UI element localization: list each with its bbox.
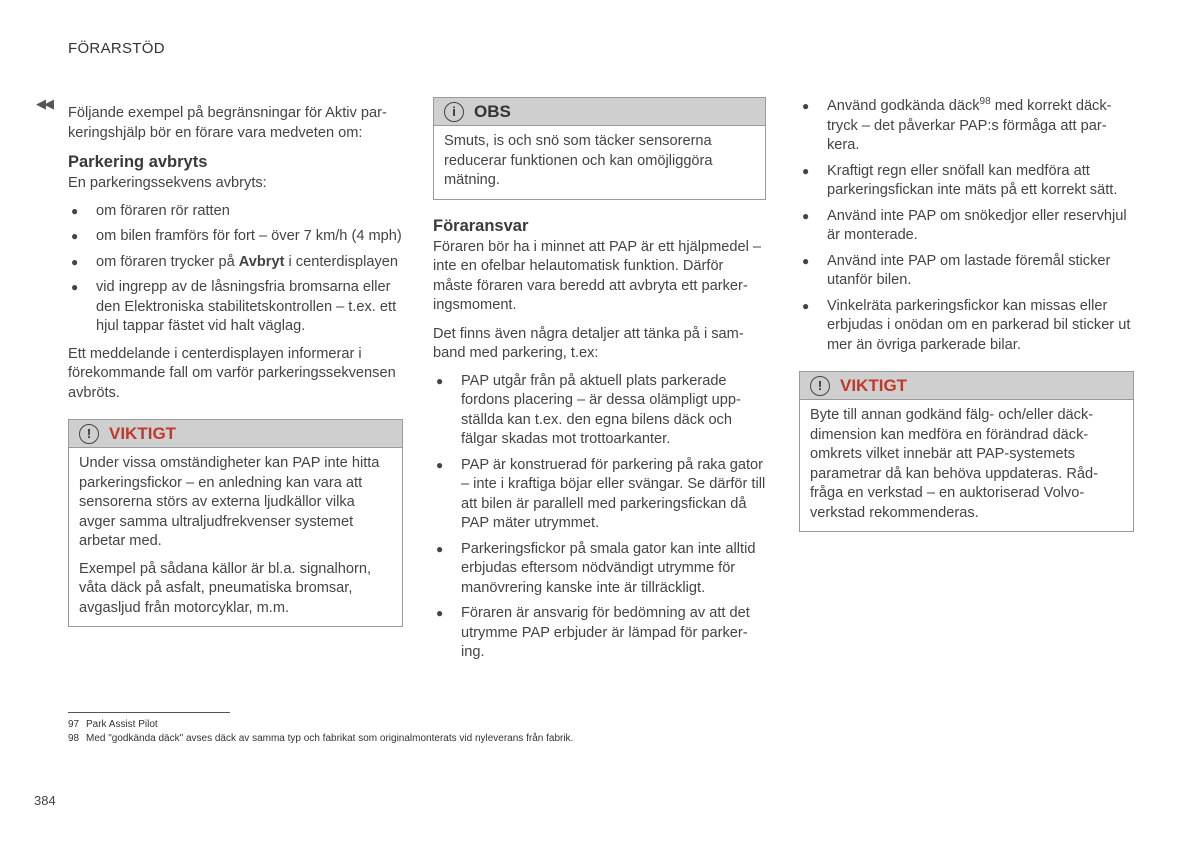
intro-text: Följande exempel på begränsningar för Aktiv parkeringshjälp bör en förare vara medveten om: [68, 105, 387, 141]
page-number: 384 [34, 793, 56, 808]
bullet-icon: ● [436, 373, 444, 388]
note-box [433, 97, 766, 200]
warning-icon: ! [810, 376, 830, 396]
footnote: 98 Med "godkända däck" avses däck av samma typ och fabrikat som originalmonterats vid nyleverans från fabrik. [68, 733, 574, 744]
list-item: ● Föraren är ansvarig för bedömning av att det utrymme PAP erbjuder är lämpad för parkering. [436, 605, 750, 660]
warning-title: VIKTIGT [109, 423, 177, 443]
avbryt-label: Avbryt [238, 253, 285, 270]
bullet-icon: ● [802, 253, 810, 268]
bullet-icon: ● [436, 457, 444, 472]
bullet-icon: ● [802, 99, 810, 113]
column-2 [433, 97, 766, 671]
list-item: ● om föraren trycker på Avbryt i centerdisplayen [68, 253, 403, 273]
bullet-icon: ● [436, 606, 444, 620]
heading-foraransvar: Föraransvar [433, 216, 529, 235]
bullet-list-2 [433, 372, 766, 663]
bullet-icon: ● [71, 203, 79, 218]
warning-header [69, 420, 402, 448]
warning-box [799, 371, 1134, 532]
note-body: Smuts, is och snö som täcker sensorerna reducerar funktionen och kan omöjliggöra mätning. [444, 133, 713, 188]
bullet-list-1 [68, 202, 403, 337]
info-text: Ett meddelande i centerdisplayen informerar i förekommande fall om varför parkeringssekvensen avbröts. [68, 345, 396, 401]
list-item: ● vid ingrepp av de låsningsfria bromsarna eller den Elektroniska stabilitetskontrollen – t.ex. ett hjul tappar fästet vid halt väglag. [71, 279, 397, 334]
warning-title: VIKTIGT [840, 375, 908, 395]
list-item: ● Använd inte PAP om snökedjor eller reservhjul är monterade. [802, 207, 1127, 243]
footnote: 97 Park Assist Pilot [68, 719, 158, 730]
bullet-icon: ● [71, 254, 79, 269]
bullet-icon: ● [802, 208, 810, 223]
warning-header [800, 372, 1133, 400]
column-1 [68, 104, 403, 643]
list-item: ● om föraren rör ratten [68, 202, 403, 222]
warning-icon: ! [79, 424, 99, 444]
info-icon: i [444, 102, 464, 122]
footnote-divider [68, 712, 230, 713]
back-arrow-icon: ◀◀ [36, 96, 52, 111]
bullet-icon: ● [436, 541, 444, 556]
paragraph: Föraren bör ha i minnet att PAP är ett hjälpmedel – inte en ofelbar helautomatisk funktion. Därför måste föraren vara beredd att avbryta ett parkeringsmoment. [433, 238, 761, 313]
warning-body: Byte till annan godkänd fälg- och/eller däckdimension kan medföra en förändrad däckomkrets vilket innebär att PAP-systemets parametrar då kan behöva uppdateras. Rådfråga en verkstad – en auktoriserad Volvoverkstad rekommenderas. [810, 407, 1099, 521]
bullet-icon: ● [802, 298, 810, 313]
footnotes [68, 718, 573, 746]
heading-parkering-avbryts: Parkering avbryts [68, 153, 208, 171]
bullet-icon: ● [802, 163, 810, 178]
list-item: ● Använd godkända däck$^{98}$ med korrekt däcktryck – det påverkar PAP:s förmåga att parkera. [802, 96, 1112, 153]
list-item: ● Använd inte PAP om lastade föremål sticker utanför bilen. [802, 252, 1111, 288]
note-header [434, 98, 765, 126]
list-item: ● Kraftigt regn eller snöfall kan medföra att parkeringsfickan inte mäts på ett korrekt sätt. [802, 162, 1118, 198]
paragraph: Det finns även några detaljer att tänka på i samband med parkering, t.ex: [433, 325, 744, 361]
column-3 [799, 97, 1134, 548]
bullet-icon: ● [71, 280, 79, 294]
list-item: ● PAP utgår från på aktuell plats parkerade fordons placering – är dessa olämpligt uppställda kan t.ex. den egna bilens däck och fälgar skadas mot trottoarkanter. [436, 372, 741, 447]
warning-box [68, 419, 403, 627]
list-item: ● Parkeringsfickor på smala gator kan inte alltid erbjudas eftersom nödvändigt utrymme för manövrering kanske inte är tillräckligt. [436, 540, 756, 596]
lead-text: En parkeringssekvens avbryts: [68, 175, 267, 191]
note-title: OBS [474, 101, 511, 121]
list-item: ● Vinkelräta parkeringsfickor kan missas eller erbjudas i onödan om en parkerad bil sticker ut mer än övriga parkerade bilar. [802, 297, 1131, 353]
bullet-list-3 [799, 97, 1134, 355]
list-item: ● om bilen framförs för fort – över 7 km/h (4 mph) [68, 227, 403, 247]
warning-body: Under vissa omständigheter kan PAP inte hitta parkeringsfickor – en anledning kan vara att sensorerna störs av externa ljudkällor vilka avger samma ultraljudfrekvenser systemet arbetar med. Exempel på sådana källor är bl.a. signalhorn, våta däck på asfalt, pneumatiska bromsar, avgasljud från motorcyklar, m.m. [79, 455, 380, 616]
footnote-ref: 98 [979, 96, 991, 108]
list-item: ● PAP är konstruerad för parkering på raka gator – inte i kraftiga böjar eller svängar. Se därför till att bilen är parallell med parkeringsfickan då PAP mäter utrymmet. [436, 456, 766, 531]
bullet-icon: ● [71, 229, 79, 243]
section-title: FÖRARSTÖD [68, 40, 165, 57]
